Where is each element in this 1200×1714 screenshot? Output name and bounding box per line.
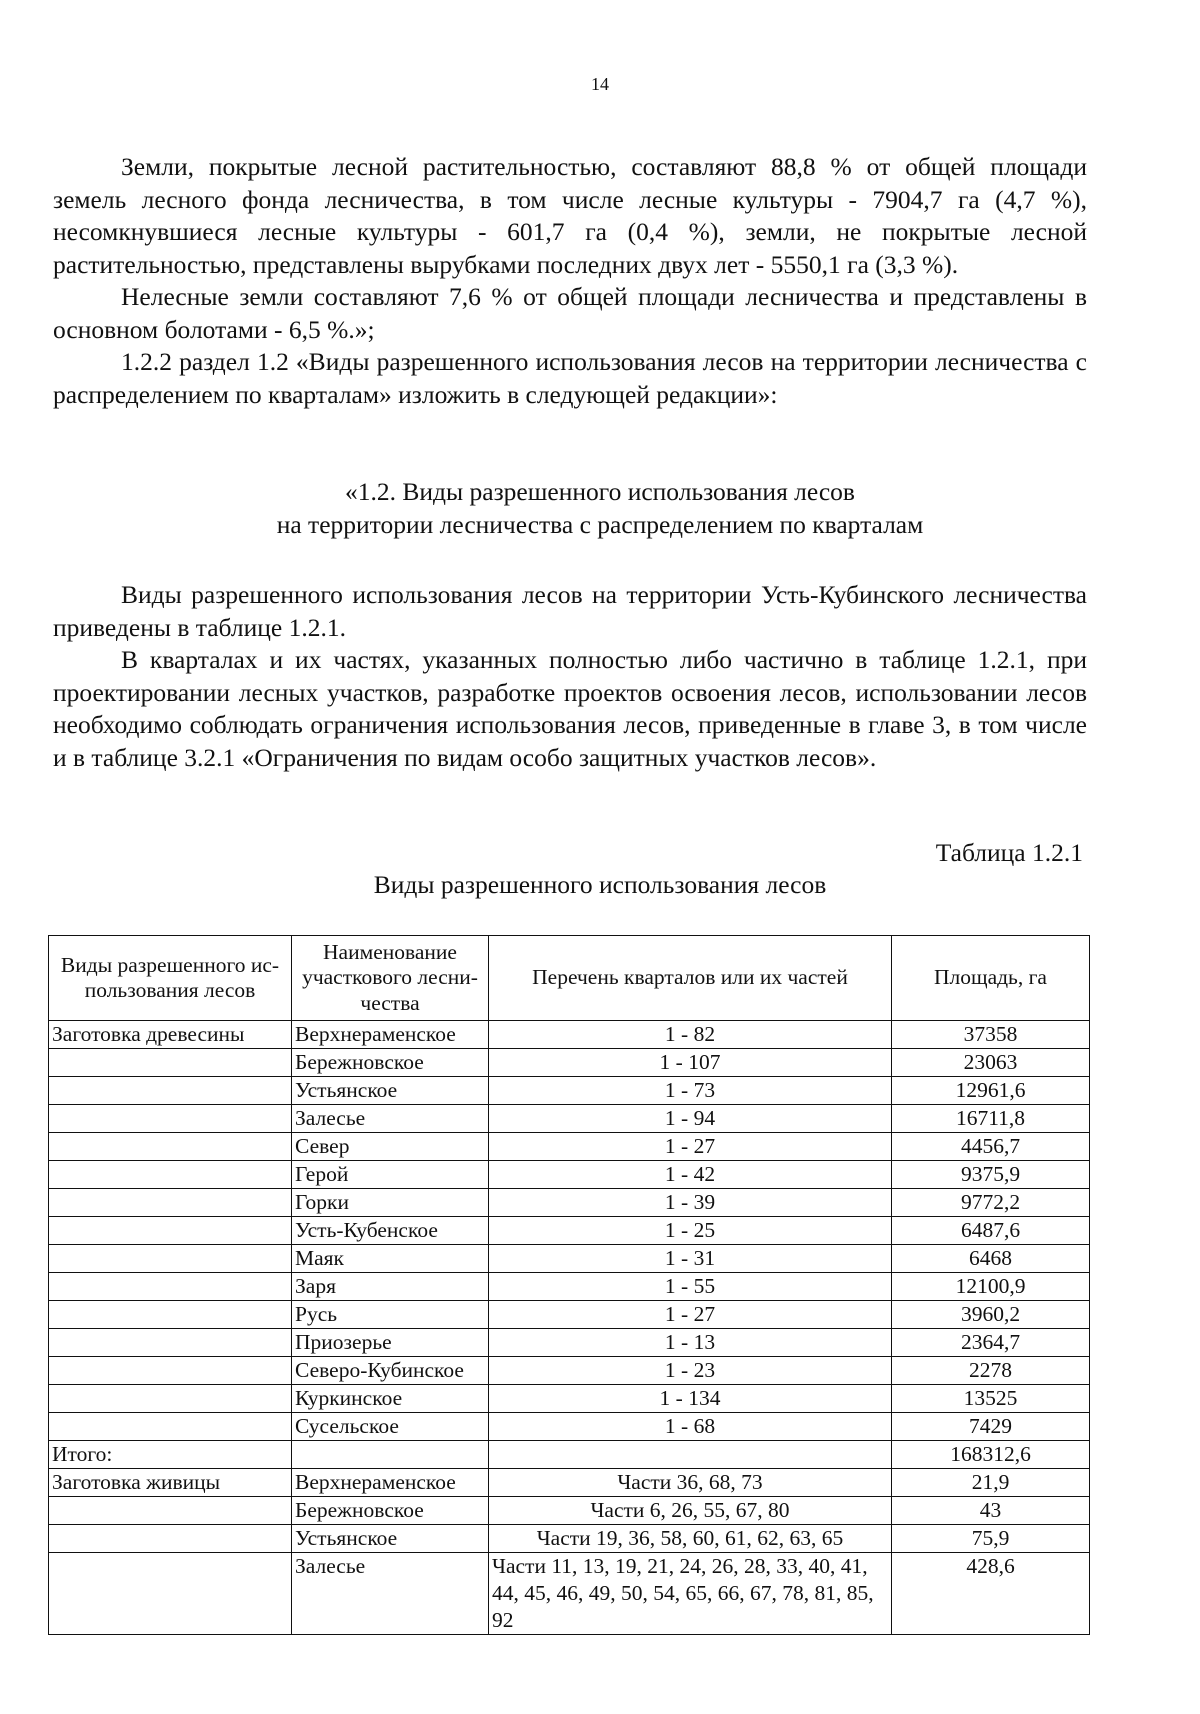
cell-use-type	[49, 1329, 292, 1357]
table-row	[49, 1385, 1090, 1413]
cell-area: 23063	[892, 1049, 1090, 1077]
cell-area: 6487,6	[892, 1217, 1090, 1245]
table-row	[49, 1469, 1090, 1497]
body-text	[53, 579, 1087, 774]
table-row	[49, 1525, 1090, 1553]
cell-use-type	[49, 1357, 292, 1385]
cell-quarters: 1 - 107	[489, 1049, 892, 1077]
header-area: Площадь, га	[892, 936, 1090, 1021]
cell-use-type: Заготовка древесины	[49, 1021, 292, 1049]
cell-area: 2278	[892, 1357, 1090, 1385]
table-row	[49, 1553, 1090, 1635]
cell-use-type	[49, 1217, 292, 1245]
cell-forestry: Верхнераменское	[292, 1021, 489, 1049]
cell-area: 13525	[892, 1385, 1090, 1413]
cell-quarters: 1 - 55	[489, 1273, 892, 1301]
section-heading-line: на территории лесничества с распределением по кварталам	[276, 510, 924, 539]
table-row	[49, 1245, 1090, 1273]
cell-area: 75,9	[892, 1525, 1090, 1553]
table-row	[49, 1077, 1090, 1105]
cell-area: 12961,6	[892, 1077, 1090, 1105]
cell-use-type	[49, 1273, 292, 1301]
cell-forestry: Бережновское	[292, 1049, 489, 1077]
cell-quarters: 1 - 27	[489, 1301, 892, 1329]
total-area: 168312,6	[892, 1441, 1090, 1469]
cell-forestry: Бережновское	[292, 1497, 489, 1525]
cell-forestry: Русь	[292, 1301, 489, 1329]
table-row	[49, 1301, 1090, 1329]
header-forestry: Наименование участкового лесни-чества	[292, 936, 489, 1021]
cell-area: 12100,9	[892, 1273, 1090, 1301]
table-header-row	[49, 936, 1090, 1021]
table-row	[49, 1329, 1090, 1357]
cell-use-type	[49, 1049, 292, 1077]
cell-use-type	[49, 1189, 292, 1217]
cell-quarters: 1 - 94	[489, 1105, 892, 1133]
cell-forestry: Устьянское	[292, 1077, 489, 1105]
cell-forestry: Маяк	[292, 1245, 489, 1273]
cell-quarters: 1 - 82	[489, 1021, 892, 1049]
cell-area: 428,6	[892, 1553, 1090, 1635]
cell-quarters: Части 11, 13, 19, 21, 24, 26, 28, 33, 40, 41, 44, 45, 46, 49, 50, 54, 65, 66, 67, 78, 81, 85, 92	[489, 1553, 892, 1635]
cell-area: 3960,2	[892, 1301, 1090, 1329]
table-row	[49, 1217, 1090, 1245]
header-quarters: Перечень кварталов или их частей	[489, 936, 892, 1021]
cell-area: 21,9	[892, 1469, 1090, 1497]
cell-area: 9772,2	[892, 1189, 1090, 1217]
cell-area: 6468	[892, 1245, 1090, 1273]
cell-use-type	[49, 1497, 292, 1525]
table-row	[49, 1413, 1090, 1441]
table-row	[49, 1357, 1090, 1385]
cell-quarters: 1 - 68	[489, 1413, 892, 1441]
section-heading-line: «1.2. Виды разрешенного использования лесов	[345, 477, 855, 506]
cell-forestry: Северо-Кубинское	[292, 1357, 489, 1385]
table-label: Таблица 1.2.1	[935, 838, 1083, 867]
cell-forestry: Залесье	[292, 1105, 489, 1133]
table-row	[49, 1133, 1090, 1161]
cell-use-type	[49, 1385, 292, 1413]
cell-use-type	[49, 1105, 292, 1133]
table-row	[49, 1497, 1090, 1525]
cell-quarters: 1 - 31	[489, 1245, 892, 1273]
cell-quarters: Части 19, 36, 58, 60, 61, 62, 63, 65	[489, 1525, 892, 1553]
table-row	[49, 1273, 1090, 1301]
cell-use-type	[49, 1133, 292, 1161]
cell-use-type	[49, 1553, 292, 1635]
cell-forestry: Заря	[292, 1273, 489, 1301]
cell-area: 4456,7	[892, 1133, 1090, 1161]
cell-forestry: Приозерье	[292, 1329, 489, 1357]
table-total-row	[49, 1441, 1090, 1469]
table-row	[49, 1161, 1090, 1189]
total-empty	[292, 1441, 489, 1469]
paragraph: В кварталах и их частях, указанных полностью либо частично в таблице 1.2.1, при проектировании лесных участков, разработке проектов освоения лесов, использовании лесов необходимо соблюдать ограничения использования лесов, приведенные в главе 3, в том числе и в таблице 3.2.1 «Ограничения по видам особо защитных участков лесов».	[53, 645, 1087, 772]
table-row	[49, 1049, 1090, 1077]
cell-use-type: Заготовка живицы	[49, 1469, 292, 1497]
table-row	[49, 1105, 1090, 1133]
cell-quarters: 1 - 23	[489, 1357, 892, 1385]
paragraph: Земли, покрытые лесной растительностью, составляют 88,8 % от общей площади земель лесного фонда лесничества, в том числе лесные культуры - 7904,7 га (4,7 %), несомкнувшиеся лесные культуры - 601,7 га (0,4 %), земли, не покрытые лесной растительностью, представлены вырубками последних двух лет - 5550,1 га (3,3 %).	[53, 152, 1087, 279]
page-number: 14	[591, 74, 609, 94]
header-use-type: Виды разрешенного ис-пользования лесов	[49, 936, 292, 1021]
table-row	[49, 1189, 1090, 1217]
cell-area: 7429	[892, 1413, 1090, 1441]
section-heading	[0, 475, 1200, 541]
cell-use-type	[49, 1525, 292, 1553]
cell-forestry: Сусельское	[292, 1413, 489, 1441]
cell-forestry: Залесье	[292, 1553, 489, 1635]
cell-quarters: 1 - 13	[489, 1329, 892, 1357]
cell-use-type	[49, 1301, 292, 1329]
cell-use-type	[49, 1077, 292, 1105]
cell-area: 43	[892, 1497, 1090, 1525]
cell-use-type	[49, 1413, 292, 1441]
cell-quarters: 1 - 42	[489, 1161, 892, 1189]
cell-quarters: 1 - 134	[489, 1385, 892, 1413]
cell-forestry: Верхнераменское	[292, 1469, 489, 1497]
cell-forestry: Север	[292, 1133, 489, 1161]
cell-quarters: Части 36, 68, 73	[489, 1469, 892, 1497]
forest-use-table	[48, 935, 1090, 1635]
cell-forestry: Куркинское	[292, 1385, 489, 1413]
cell-area: 37358	[892, 1021, 1090, 1049]
cell-area: 9375,9	[892, 1161, 1090, 1189]
cell-forestry: Усть-Кубенское	[292, 1217, 489, 1245]
cell-quarters: 1 - 73	[489, 1077, 892, 1105]
cell-quarters: 1 - 39	[489, 1189, 892, 1217]
intro-text	[53, 151, 1087, 411]
cell-quarters: 1 - 27	[489, 1133, 892, 1161]
cell-use-type	[49, 1245, 292, 1273]
table-title: Виды разрешенного использования лесов	[373, 870, 827, 899]
table-row	[49, 1021, 1090, 1049]
cell-use-type	[49, 1161, 292, 1189]
total-label: Итого:	[49, 1441, 292, 1469]
cell-forestry: Устьянское	[292, 1525, 489, 1553]
cell-area: 16711,8	[892, 1105, 1090, 1133]
cell-quarters: Части 6, 26, 55, 67, 80	[489, 1497, 892, 1525]
paragraph: 1.2.2 раздел 1.2 «Виды разрешенного использования лесов на территории лесничества с распределением по кварталам» изложить в следующей редакции»:	[53, 347, 1087, 409]
cell-forestry: Горки	[292, 1189, 489, 1217]
cell-area: 2364,7	[892, 1329, 1090, 1357]
paragraph: Виды разрешенного использования лесов на территории Усть-Кубинского лесничества приведены в таблице 1.2.1.	[53, 580, 1087, 642]
cell-quarters: 1 - 25	[489, 1217, 892, 1245]
paragraph: Нелесные земли составляют 7,6 % от общей площади лесничества и представлены в основном болотами - 6,5 %.»;	[53, 282, 1087, 344]
cell-forestry: Герой	[292, 1161, 489, 1189]
total-empty	[489, 1441, 892, 1469]
